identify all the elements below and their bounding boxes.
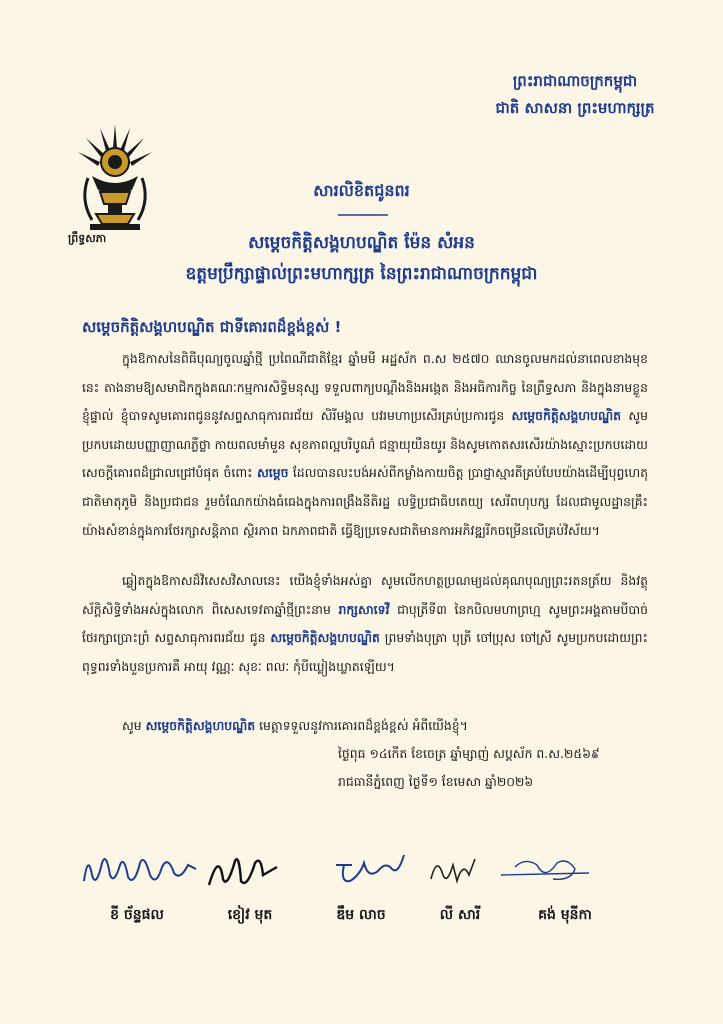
kingdom-heading	[470, 68, 680, 122]
paragraph-3	[82, 712, 648, 741]
signatory-name-1: ខី ច័ន្ទផល	[110, 907, 164, 923]
national-motto: ជាតិ សាសនា ព្រះមហាក្សត្រ	[495, 99, 655, 117]
paragraph-2-text: ជាបុត្រីទី៣ នៃកបិលមហាព្រហ្ម សូមព្រះអង្គតាមបីបាច់ថែរក្សាប្រោះព្រំ សព្ទសាធុការពរជ័យ ជូន	[82, 601, 648, 646]
new-year-angel-name: រាក្សសាទេវី	[338, 601, 390, 617]
signatory-name-3: ឌឹម លាច	[336, 907, 386, 923]
signature-3-icon	[330, 845, 410, 895]
paragraph-3-text: មេត្តាទទួលនូវការគោរពដ៏ខ្ពង់ខ្ពស់ អំពីយើងខ្ញុំ។	[259, 718, 468, 733]
signature-5-icon	[495, 845, 595, 895]
recipient-highlight: សម្តេច	[256, 465, 289, 481]
signatory-name-4: លី សារី	[439, 907, 481, 923]
signature-2-icon	[205, 845, 280, 895]
recipient-highlight: សម្តេចកិត្តិសង្គហបណ្ឌិត	[145, 718, 256, 733]
lunar-date: ថ្ងៃពុធ ១៤កើត ខែចេត្រ ឆ្នាំម្សាញ់ សប្តស័ក ព.ស.២៥៦៩	[338, 746, 600, 761]
paragraph-1-text: ដែលបានលះបង់អស់ពីកម្លាំងកាយចិត្ត ប្រាជ្ញាស្មារតីគ្រប់បែបយ៉ាងដើម្បីបុព្វហេតុជាតិមាតុភូមិ និងប្រជាជន រួមចំណែកយ៉ាងធំធេងក្នុងការពង្រឹងនីតិរដ្ឋ លទ្ធិប្រជាធិបតេយ្យ សេរីពហុបក្ស ដែលជាមូលដ្ឋានគ្រឹះយ៉ាងសំខាន់ក្នុងការថែរក្សាសន្តិភាព ស្ថិរភាព ឯកភាពជាតិ ធ្វើឱ្យប្រទេសជាតិមានការអភិវឌ្ឍរីកចម្រើនលើគ្រប់វិស័យ។	[82, 465, 648, 538]
kingdom-name: ព្រះរាជាណាចក្រកម្ពុជា	[512, 72, 638, 90]
recipient-highlight: សម្តេចកិត្តិសង្គហបណ្ឌិត	[270, 630, 380, 646]
recipient-name: សម្តេចកិត្តិសង្គហបណ្ឌិត ម៉ែន សំអន	[248, 233, 475, 253]
recipient-position: ឧត្តមប្រឹក្សាផ្ទាល់ព្រះមហាក្សត្រ នៃព្រះរាជាណាចក្រកម្ពុជា	[185, 264, 538, 284]
paragraph-2	[82, 567, 648, 681]
recipient-highlight: សម្តេចកិត្តិសង្គហបណ្ឌិត	[511, 408, 622, 424]
signatory-name-5: គង់ មុនីកា	[538, 907, 592, 923]
signatory-name-2: ខៀវ មុត	[227, 907, 273, 923]
document-title: សារលិខិតជូនពរ	[313, 181, 410, 200]
salutation: សម្តេចកិត្តិសង្គហបណ្ឌិត ជាទីគោរពដ៏ខ្ពង់ខ្ពស់ !	[82, 318, 342, 336]
emblem-label: ព្រឹទ្ធសភា	[68, 232, 107, 245]
paragraph-2-text: ព្រមទាំងបុត្រា បុត្រី ចៅប្រុស ចៅស្រី សូមប្រកបដោយព្រះពុទ្ធពរទាំងបួនប្រការគឺ អាយុ វណ្ណៈ សុខៈ ពលៈ កុំបីឃ្លៀងឃ្លាតឡើយ។	[82, 630, 648, 674]
paragraph-1-text: សូមប្រកបដោយបញ្ញាញាណភ្លឺថ្លា កាយពលមាំមួន សុខភាពល្អបរិបូណ៌ ជន្មាយុយឺនយូរ និងសូមកោតសរសើរយ៉ាងស្មោះប្រកបដោយសេចក្តីគោរពដ៏ជ្រាលជ្រៅបំផុត ចំពោះ	[82, 408, 648, 481]
title-divider	[338, 213, 388, 217]
place-date: រាជធានីភ្នំពេញ ថ្ងៃទី១ ខែមេសា ឆ្នាំ២០២៦	[338, 774, 534, 789]
paragraph-2-text: ឆ្លៀតក្នុងឱកាសដ៏វិសេសវិសាលនេះ យើងខ្ញុំទាំងអស់គ្នា សូមលើកហត្ថប្រណម្យដល់គុណបុណ្យព្រះរតនត្រ័យ និងវត្ថុស័ក្តិសិទ្ធិទាំងអស់ក្នុងលោក ពិសេសទេវតាឆ្នាំថ្មីព្រះនាម	[82, 573, 648, 617]
paragraph-1-text: ក្នុងឱកាសនៃពិធីបុណ្យចូលឆ្នាំថ្មី ប្រពៃណីជាតិខ្មែរ ឆ្នាំមមី អដ្ឋស័ក ព.ស ២៥៧០ ឈានចូលមកដល់នាពេលខាងមុខនេះ តាងនាមឱ្យសមាជិកក្នុងគណៈកម្មការសិទ្ធិមនុស្ស ទទួលពាក្យបណ្តឹងនិងអង្កេត និងអធិការកិច្ច នៃព្រឹទ្ធសភា និងក្នុងនាមខ្លួនខ្ញុំផ្ទាល់ ខ្ញុំបាទសូមគោរពជូននូវសព្ទសាធុការពរជ័យ សិរីមង្គល បវរមហាប្រសើរគ្រប់ប្រការជូន	[82, 351, 648, 424]
paragraph-1	[82, 345, 648, 545]
paragraph-3-text: សូម	[122, 718, 142, 733]
signature-1-icon	[80, 845, 200, 895]
signature-4-icon	[425, 845, 480, 895]
